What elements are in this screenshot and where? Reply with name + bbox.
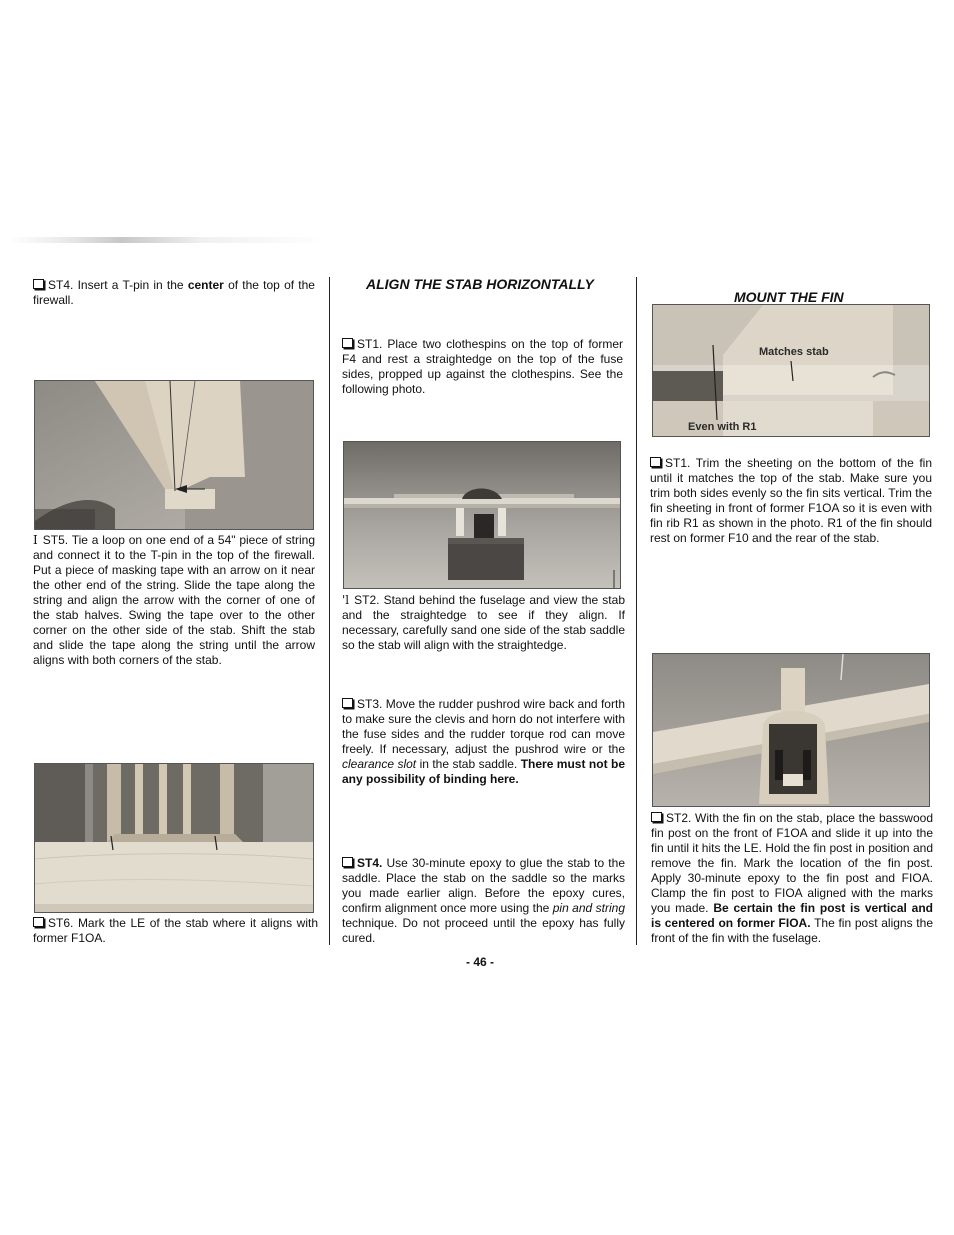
step-st6-col1: ST6. Mark the LE of the stab where it aligns with former F1OA. <box>33 916 318 945</box>
photo-fin-matches-stab <box>652 304 930 437</box>
checkbox-icon[interactable] <box>342 338 353 348</box>
photo-label-even: Even with R1 <box>688 421 757 433</box>
photo-stab-le-mark <box>34 763 314 913</box>
photo-straightedge-clothespins <box>343 441 621 589</box>
section-heading-align-stab: ALIGN THE STAB HORIZONTALLY <box>366 276 594 292</box>
column-divider <box>329 277 330 945</box>
checkbox-icon[interactable] <box>650 457 661 467</box>
step-st3-col2: ST3. Move the rudder pushrod wire back and forth to make sure the clevis and horn do not interfere with the fuse sides and the rudder torque rod can move freely. If necessary, adjust the pushrod wire or the clearance slot in the stab saddle. There must not be any possibility of binding here. <box>342 697 625 786</box>
column-divider <box>636 277 637 945</box>
step-st1-col3: ST1. Trim the sheeting on the bottom of the fin until it matches the top of the stab. Make sure you trim both sides evenly so the fin sits vertical. Trim the fin sheeting in front of former F1OA so it is even with fin rib R1 as shown in the photo. R1 of the fin should rest on former F10 and the rear of the stab. <box>650 456 933 545</box>
step-st4-col1: ST4. Insert a T-pin in the center of the top of the firewall. <box>33 278 315 307</box>
step-st2-col2: 'l ST2. Stand behind the fuselage and view the stab and the straightedge to see if they align. If necessary, carefully sand one side of the stab saddle so the stab will align with the straightedge. <box>342 593 625 652</box>
page-number: - 46 - <box>466 955 495 969</box>
step-st1-col2: ST1. Place two clothespins on the top of former F4 and rest a straightedge on the top of the fuse sides, propped up against the clothespins. See the following photo. <box>342 337 624 396</box>
checkbox-icon[interactable] <box>342 698 353 708</box>
scan-artifact <box>10 237 330 243</box>
photo-fin-post <box>652 653 930 807</box>
checkbox-icon[interactable] <box>33 917 44 927</box>
checkbox-icon[interactable] <box>33 279 44 289</box>
step-st5-col1: I ST5. Tie a loop on one end of a 54" piece of string and connect it to the T-pin in the top of the firewall. Put a piece of masking tape with an arrow on it near the other end of the string. Slide the tape along the string and align the arrow with the corner of one of the stab halves. Swing the tape over to the other corner on the other side of the stab. Shift the stab and slide the tape along the string until the arrow aligns with both corners of the stab. <box>33 533 315 667</box>
section-heading-mount-fin: MOUNT THE FIN <box>734 289 844 305</box>
step-st4-col2: ST4. Use 30-minute epoxy to glue the stab to the saddle. Place the stab on the saddle so the marks you made earlier align. Before the epoxy cures, confirm alignment once more using the pin and string technique. Do not proceed until the epoxy has fully cured. <box>342 856 625 945</box>
step-st2-col3: ST2. With the fin on the stab, place the basswood fin post on the front of F1OA and slide it up into the fin until it hits the LE. Hold the fin post in position and remove the fin. Mark the location of the fin post. Apply 30-minute epoxy to the fin post and FIOA. Clamp the fin post to FIOA aligned with the marks you made. Be certain the fin post is vertical and is centered on former FIOA. The fin post aligns the front of the fin with the fuselage. <box>651 811 933 945</box>
photo-label-matches: Matches stab <box>759 346 829 358</box>
checkbox-icon[interactable] <box>651 812 662 822</box>
checkbox-icon[interactable]: 'l <box>342 593 350 607</box>
checkbox-icon[interactable]: I <box>33 533 38 547</box>
checkbox-icon[interactable] <box>342 857 353 867</box>
photo-firewall-tpin <box>34 380 314 530</box>
